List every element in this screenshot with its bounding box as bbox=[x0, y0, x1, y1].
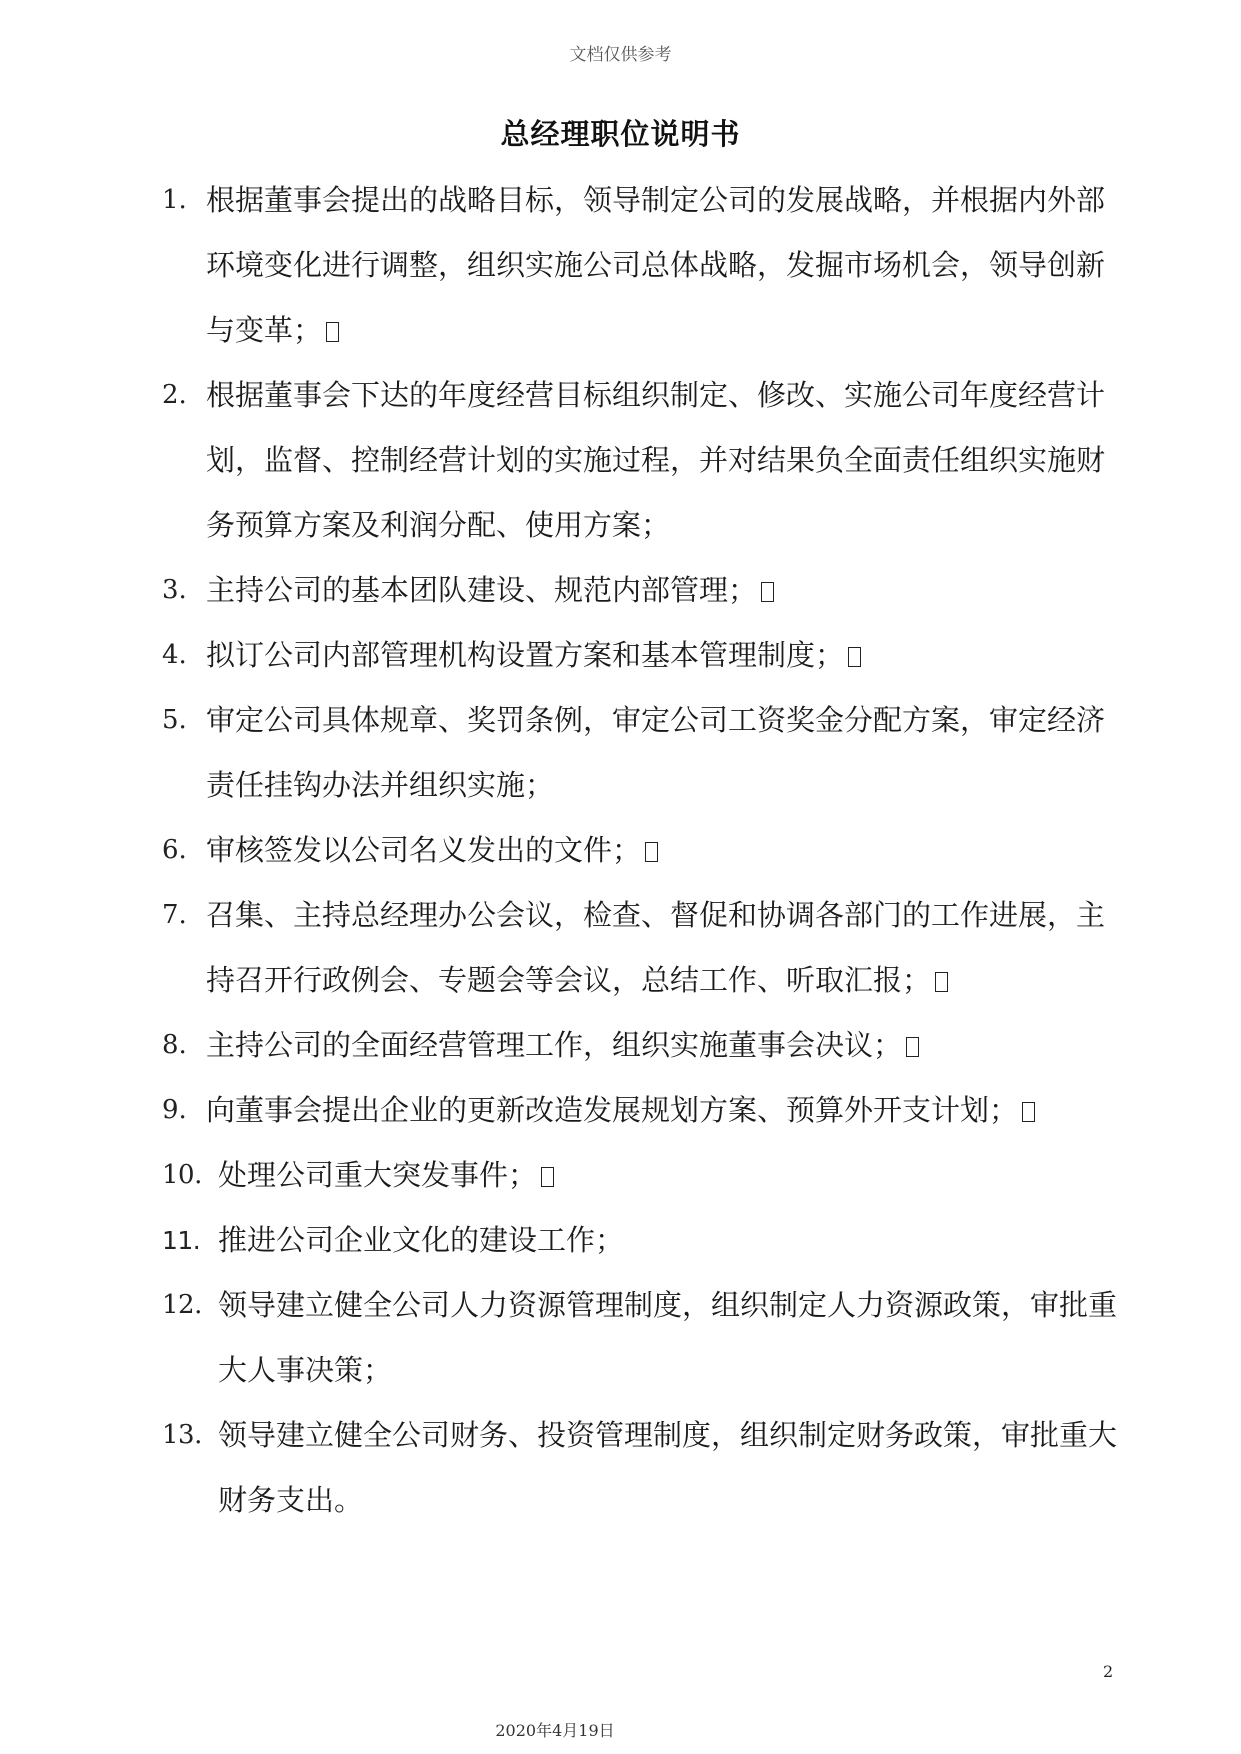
document-title: 总经理职位说明书 bbox=[500, 117, 741, 151]
list-item bbox=[162, 1078, 1122, 1143]
item-number: 10. bbox=[162, 1160, 202, 1190]
item-number: 11. bbox=[162, 1226, 201, 1255]
list-item bbox=[162, 168, 1122, 363]
item-number: 9. bbox=[162, 1095, 187, 1125]
list-item bbox=[162, 1013, 1122, 1078]
placeholder-box-icon bbox=[326, 322, 339, 342]
placeholder-box-icon bbox=[645, 842, 658, 862]
item-text: 领导建立健全公司财务、投资管理制度，组织制定财务政策，审批重大财务支出。 bbox=[218, 1418, 1118, 1517]
placeholder-box-icon bbox=[906, 1037, 919, 1057]
list-item bbox=[162, 623, 1122, 688]
item-text: 拟订公司内部管理机构设置方案和基本管理制度； bbox=[206, 638, 845, 672]
page-number: 2 bbox=[1103, 1662, 1114, 1681]
list-item bbox=[162, 363, 1122, 558]
placeholder-box-icon bbox=[935, 972, 948, 992]
item-text: 根据董事会下达的年度经营目标组织制定、修改、实施公司年度经营计划，监督、控制经营计划的实施过程，并对结果负全面责任组织实施财务预算方案及利润分配、使用方案； bbox=[206, 378, 1106, 542]
header-note: 文档仅供参考 bbox=[569, 45, 672, 65]
item-text: 根据董事会提出的战略目标，领导制定公司的发展战略，并根据内外部环境变化进行调整，组织实施公司总体战略，发掘市场机会，领导创新与变革； bbox=[206, 183, 1106, 347]
item-number: 3. bbox=[162, 575, 187, 605]
placeholder-box-icon bbox=[761, 582, 774, 602]
placeholder-box-icon bbox=[848, 647, 861, 667]
item-text: 审核签发以公司名义发出的文件； bbox=[206, 833, 642, 867]
item-number: 13. bbox=[162, 1420, 202, 1450]
item-text: 处理公司重大突发事件； bbox=[218, 1158, 538, 1192]
placeholder-box-icon bbox=[541, 1167, 554, 1187]
list-item bbox=[162, 1403, 1122, 1533]
item-text: 审定公司具体规章、奖罚条例，审定公司工资奖金分配方案，审定经济责任挂钩办法并组织实施； bbox=[206, 703, 1106, 802]
item-text: 主持公司的基本团队建设、规范内部管理； bbox=[206, 573, 758, 607]
item-number: 6. bbox=[162, 835, 187, 865]
item-text: 推进公司企业文化的建设工作； bbox=[218, 1223, 625, 1257]
item-text: 领导建立健全公司人力资源管理制度，组织制定人力资源政策，审批重大人事决策； bbox=[218, 1288, 1118, 1387]
item-number: 1. bbox=[162, 185, 187, 215]
item-number: 2. bbox=[162, 380, 187, 410]
item-number: 4. bbox=[162, 640, 187, 670]
item-text: 主持公司的全面经营管理工作，组织实施董事会决议； bbox=[206, 1028, 903, 1062]
item-number: 7. bbox=[162, 900, 187, 930]
placeholder-box-icon bbox=[1022, 1102, 1035, 1122]
item-number: 8. bbox=[162, 1030, 187, 1060]
item-text: 召集、主持总经理办公会议，检查、督促和协调各部门的工作进展，主持召开行政例会、专题会等会议，总结工作、听取汇报； bbox=[206, 898, 1106, 997]
list-item bbox=[162, 1143, 1122, 1208]
item-text: 向董事会提出企业的更新改造发展规划方案、预算外开支计划； bbox=[206, 1093, 1019, 1127]
list-item bbox=[162, 558, 1122, 623]
item-number: 12. bbox=[162, 1290, 202, 1320]
list-item bbox=[162, 1273, 1122, 1403]
list-item bbox=[162, 1208, 1122, 1273]
item-number: 5. bbox=[162, 705, 187, 735]
list-item bbox=[162, 688, 1122, 818]
footer-date: 2020年4月19日 bbox=[495, 1721, 615, 1740]
duty-list bbox=[162, 168, 1122, 1533]
list-item bbox=[162, 818, 1122, 883]
list-item bbox=[162, 883, 1122, 1013]
